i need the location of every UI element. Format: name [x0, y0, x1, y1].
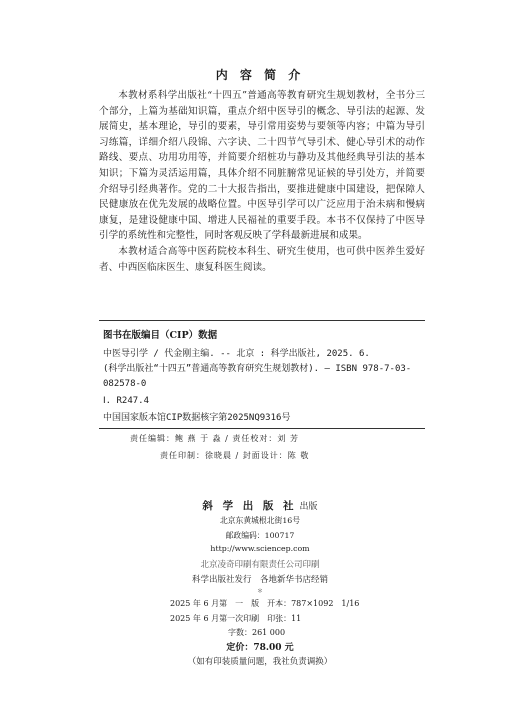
- publisher-postcode: 邮政编码：100717: [225, 531, 295, 540]
- publish-label: 出版: [299, 502, 318, 512]
- publisher-url: http://www.sciencep.com: [210, 544, 310, 553]
- cip-line-1: 中医导引学 / 代金刚主编. -- 北京 : 科学出版社, 2025. 6.: [103, 349, 370, 359]
- publisher-logo: [0, 498, 520, 513]
- content-summary: [99, 88, 425, 275]
- cip-line-3: 082578-0: [103, 379, 147, 389]
- publisher-address: 北京东黄城根北街16号: [219, 516, 301, 525]
- cip-heading: 图书在版编目（CIP）数据: [103, 330, 218, 341]
- page-title: 内 容 简 介: [215, 68, 305, 82]
- price: 定价：78.00 元: [226, 643, 294, 653]
- divider-top: [99, 320, 425, 321]
- separator-star: ＊: [256, 588, 263, 595]
- production-credits: 责任印制：徐晓晨 / 封面设计：陈 敬: [160, 451, 310, 460]
- editor-credits: 责任编辑：鲍 燕 于 淼 / 责任校对：刘 芳: [130, 434, 299, 443]
- summary-paragraph-1: 本教材系科学出版社“十四五”普通高等教育研究生规划教材，全书分三个部分，上篇为基础知识篇，重点介绍中医导引的概念、导引法的起源、发展简史，基本理论，导引的要素，导引常用姿势与要领等内容；中篇为导引习练篇，详细介绍八段锦、六字诀、二十四节气导引术、健心导引术的动作路线、要点、功用功用等，并简要介绍桩功与静功及其他经典导引法的基本知识；下篇为灵活运用篇，具体介绍不同脏腑常见证候的导引处方，并简要介绍导引经典著作。党的二十大报告指出，要推进健康中国建设，把保障人民健康放在优先发展的战略位置。中医导引学可以广泛应用于治未病和慢病康复，是建设健康中国、增进人民福祉的重要手段。本书不仅保持了中医导引学的系统性和完整性，同时客观反映了学科最新进展和成果。: [99, 90, 425, 242]
- printing-row: 2025 年 6 月第一次印刷 印张：11: [170, 614, 302, 623]
- quality-note: （如有印装质量问题，我社负责调换）: [187, 657, 333, 667]
- word-count: 字数：261 000: [228, 628, 286, 637]
- distribution-info: 科学出版社发行 各地新华书店经销: [191, 575, 328, 585]
- summary-paragraph-2: 本教材适合高等中医药院校本科生、研究生使用，也可供中医养生爱好者、中西医临床医生、康复科医生阅读。: [99, 245, 425, 273]
- cip-record-number: 中国国家版本馆CIP数据核字第2025NQ9316号: [103, 413, 291, 423]
- cip-line-2: (科学出版社“十四五”普通高等教育研究生规划教材). — ISBN 978-7-03-: [103, 364, 412, 374]
- divider-bottom: [99, 428, 425, 429]
- cip-classification: Ⅰ. R247.4: [103, 396, 150, 406]
- publisher-logo-text: 斜 学 出 版 社: [202, 500, 297, 512]
- printer-info: 北京凌奇印刷有限责任公司印刷: [200, 560, 320, 570]
- edition-row: 2025 年 6 月第 一 版 开本：787×1092 1/16: [170, 599, 360, 608]
